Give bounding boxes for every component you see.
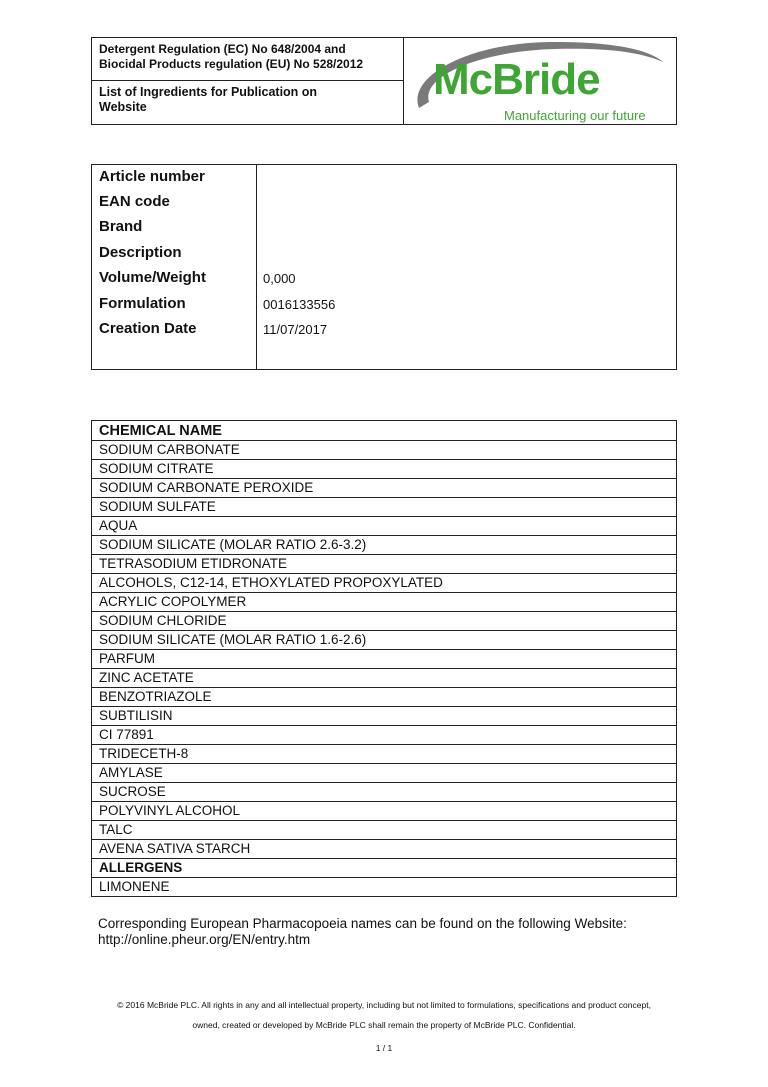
ingredients-table-body <box>92 421 677 897</box>
ingredient-name: AVENA SATIVA STARCH <box>92 840 677 859</box>
regulation-title <box>92 38 403 81</box>
ingredient-name-row <box>92 821 677 840</box>
allergens-heading: ALLERGENS <box>92 859 677 878</box>
ingredient-name: BENZOTRIAZOLE <box>92 688 677 707</box>
ingredient-name-row <box>92 498 677 517</box>
chemical-name-heading: CHEMICAL NAME <box>92 421 677 441</box>
article-label: Article number <box>99 168 205 185</box>
document-header <box>91 37 677 125</box>
article-label: Formulation <box>99 295 186 312</box>
ingredient-name-row <box>92 479 677 498</box>
ingredient-name: ZINC ACETATE <box>92 669 677 688</box>
article-row-creation-date <box>92 318 676 342</box>
article-row-description <box>92 242 676 266</box>
ingredient-name-row <box>92 840 677 859</box>
copyright-line-1: © 2016 McBride PLC. All rights in any and all intellectual property, including but not limited to formulations, specifications and product concept, <box>117 1000 651 1010</box>
ingredient-name: TRIDECETH-8 <box>92 745 677 764</box>
article-label: Volume/Weight <box>99 269 206 286</box>
ingredient-name-row <box>92 669 677 688</box>
article-label: Description <box>99 244 182 261</box>
ingredient-name: SODIUM CHLORIDE <box>92 612 677 631</box>
article-row-volume-weight <box>92 267 676 291</box>
ingredients-table <box>91 420 677 897</box>
logo-wordmark: McBride <box>433 55 600 104</box>
mcbride-logo <box>405 38 676 124</box>
ingredient-name-row <box>92 536 677 555</box>
article-row-ean-code <box>92 191 676 215</box>
allergen-name: LIMONENE <box>92 878 677 897</box>
ingredient-name: ACRYLIC COPOLYMER <box>92 593 677 612</box>
pharmacopoeia-note <box>98 916 678 948</box>
ingredient-name-row <box>92 688 677 707</box>
ingredient-name-row <box>92 726 677 745</box>
ingredient-name: POLYVINYL ALCOHOL <box>92 802 677 821</box>
ingredient-name-row <box>92 574 677 593</box>
article-label: EAN code <box>99 193 170 210</box>
pharmacopoeia-url: http://online.pheur.org/EN/entry.htm <box>98 932 311 947</box>
ingredient-name: AMYLASE <box>92 764 677 783</box>
ingredient-name-row <box>92 764 677 783</box>
page-number: 1 / 1 <box>375 1043 393 1053</box>
ingredient-name: SUBTILISIN <box>92 707 677 726</box>
list-title-line-2: Website <box>99 100 147 114</box>
ingredient-name-row <box>92 783 677 802</box>
copyright-line-2: owned, created or developed by McBride PLC shall remain the property of McBride PLC. Confidential. <box>192 1020 576 1030</box>
ingredient-name: SODIUM CARBONATE PEROXIDE <box>92 479 677 498</box>
article-row-article-number <box>92 166 676 190</box>
article-value: 0,000 <box>263 271 296 286</box>
allergens-heading-row <box>92 859 677 878</box>
article-label: Creation Date <box>99 320 197 337</box>
ingredient-name: TETRASODIUM ETIDRONATE <box>92 555 677 574</box>
note-text: Corresponding European Pharmacopoeia names can be found on the following Website: <box>98 916 627 931</box>
ingredient-name: SODIUM SULFATE <box>92 498 677 517</box>
ingredients-header-row <box>92 421 677 441</box>
ingredient-name: PARFUM <box>92 650 677 669</box>
ingredient-name: SODIUM CARBONATE <box>92 441 677 460</box>
ingredient-name-row <box>92 802 677 821</box>
ingredient-name-row <box>92 707 677 726</box>
ingredient-name: SODIUM SILICATE (MOLAR RATIO 1.6-2.6) <box>92 631 677 650</box>
ingredient-name: SUCROSE <box>92 783 677 802</box>
article-details-table <box>91 164 677 370</box>
article-value: 11/07/2017 <box>263 322 328 337</box>
ingredient-name-row <box>92 612 677 631</box>
ingredient-name-row <box>92 555 677 574</box>
ingredient-name: SODIUM CITRATE <box>92 460 677 479</box>
copyright-footer <box>60 995 708 1035</box>
allergen-name-row <box>92 878 677 897</box>
article-label: Brand <box>99 218 143 235</box>
list-title <box>92 81 403 124</box>
ingredient-name: CI 77891 <box>92 726 677 745</box>
header-left-column <box>92 38 404 124</box>
ingredient-name: AQUA <box>92 517 677 536</box>
ingredient-name-row <box>92 650 677 669</box>
regulation-line-2: Biocidal Products regulation (EU) No 528/2012 <box>99 57 364 71</box>
article-row-formulation <box>92 293 676 317</box>
article-value: 0016133556 <box>263 297 336 312</box>
ingredient-name-row <box>92 631 677 650</box>
ingredient-name: ALCOHOLS, C12-14, ETHOXYLATED PROPOXYLATED <box>92 574 677 593</box>
logo-tagline: Manufacturing our future <box>504 108 646 123</box>
regulation-line-1: Detergent Regulation (EC) No 648/2004 and <box>99 42 346 56</box>
article-row-brand <box>92 216 676 240</box>
mcbride-logo-graphic <box>405 38 676 124</box>
ingredient-name: SODIUM SILICATE (MOLAR RATIO 2.6-3.2) <box>92 536 677 555</box>
list-title-line-1: List of Ingredients for Publication on <box>99 85 318 99</box>
ingredient-name-row <box>92 745 677 764</box>
ingredient-name-row <box>92 593 677 612</box>
ingredient-name-row <box>92 460 677 479</box>
ingredient-name: TALC <box>92 821 677 840</box>
ingredient-name-row <box>92 517 677 536</box>
ingredient-name-row <box>92 441 677 460</box>
